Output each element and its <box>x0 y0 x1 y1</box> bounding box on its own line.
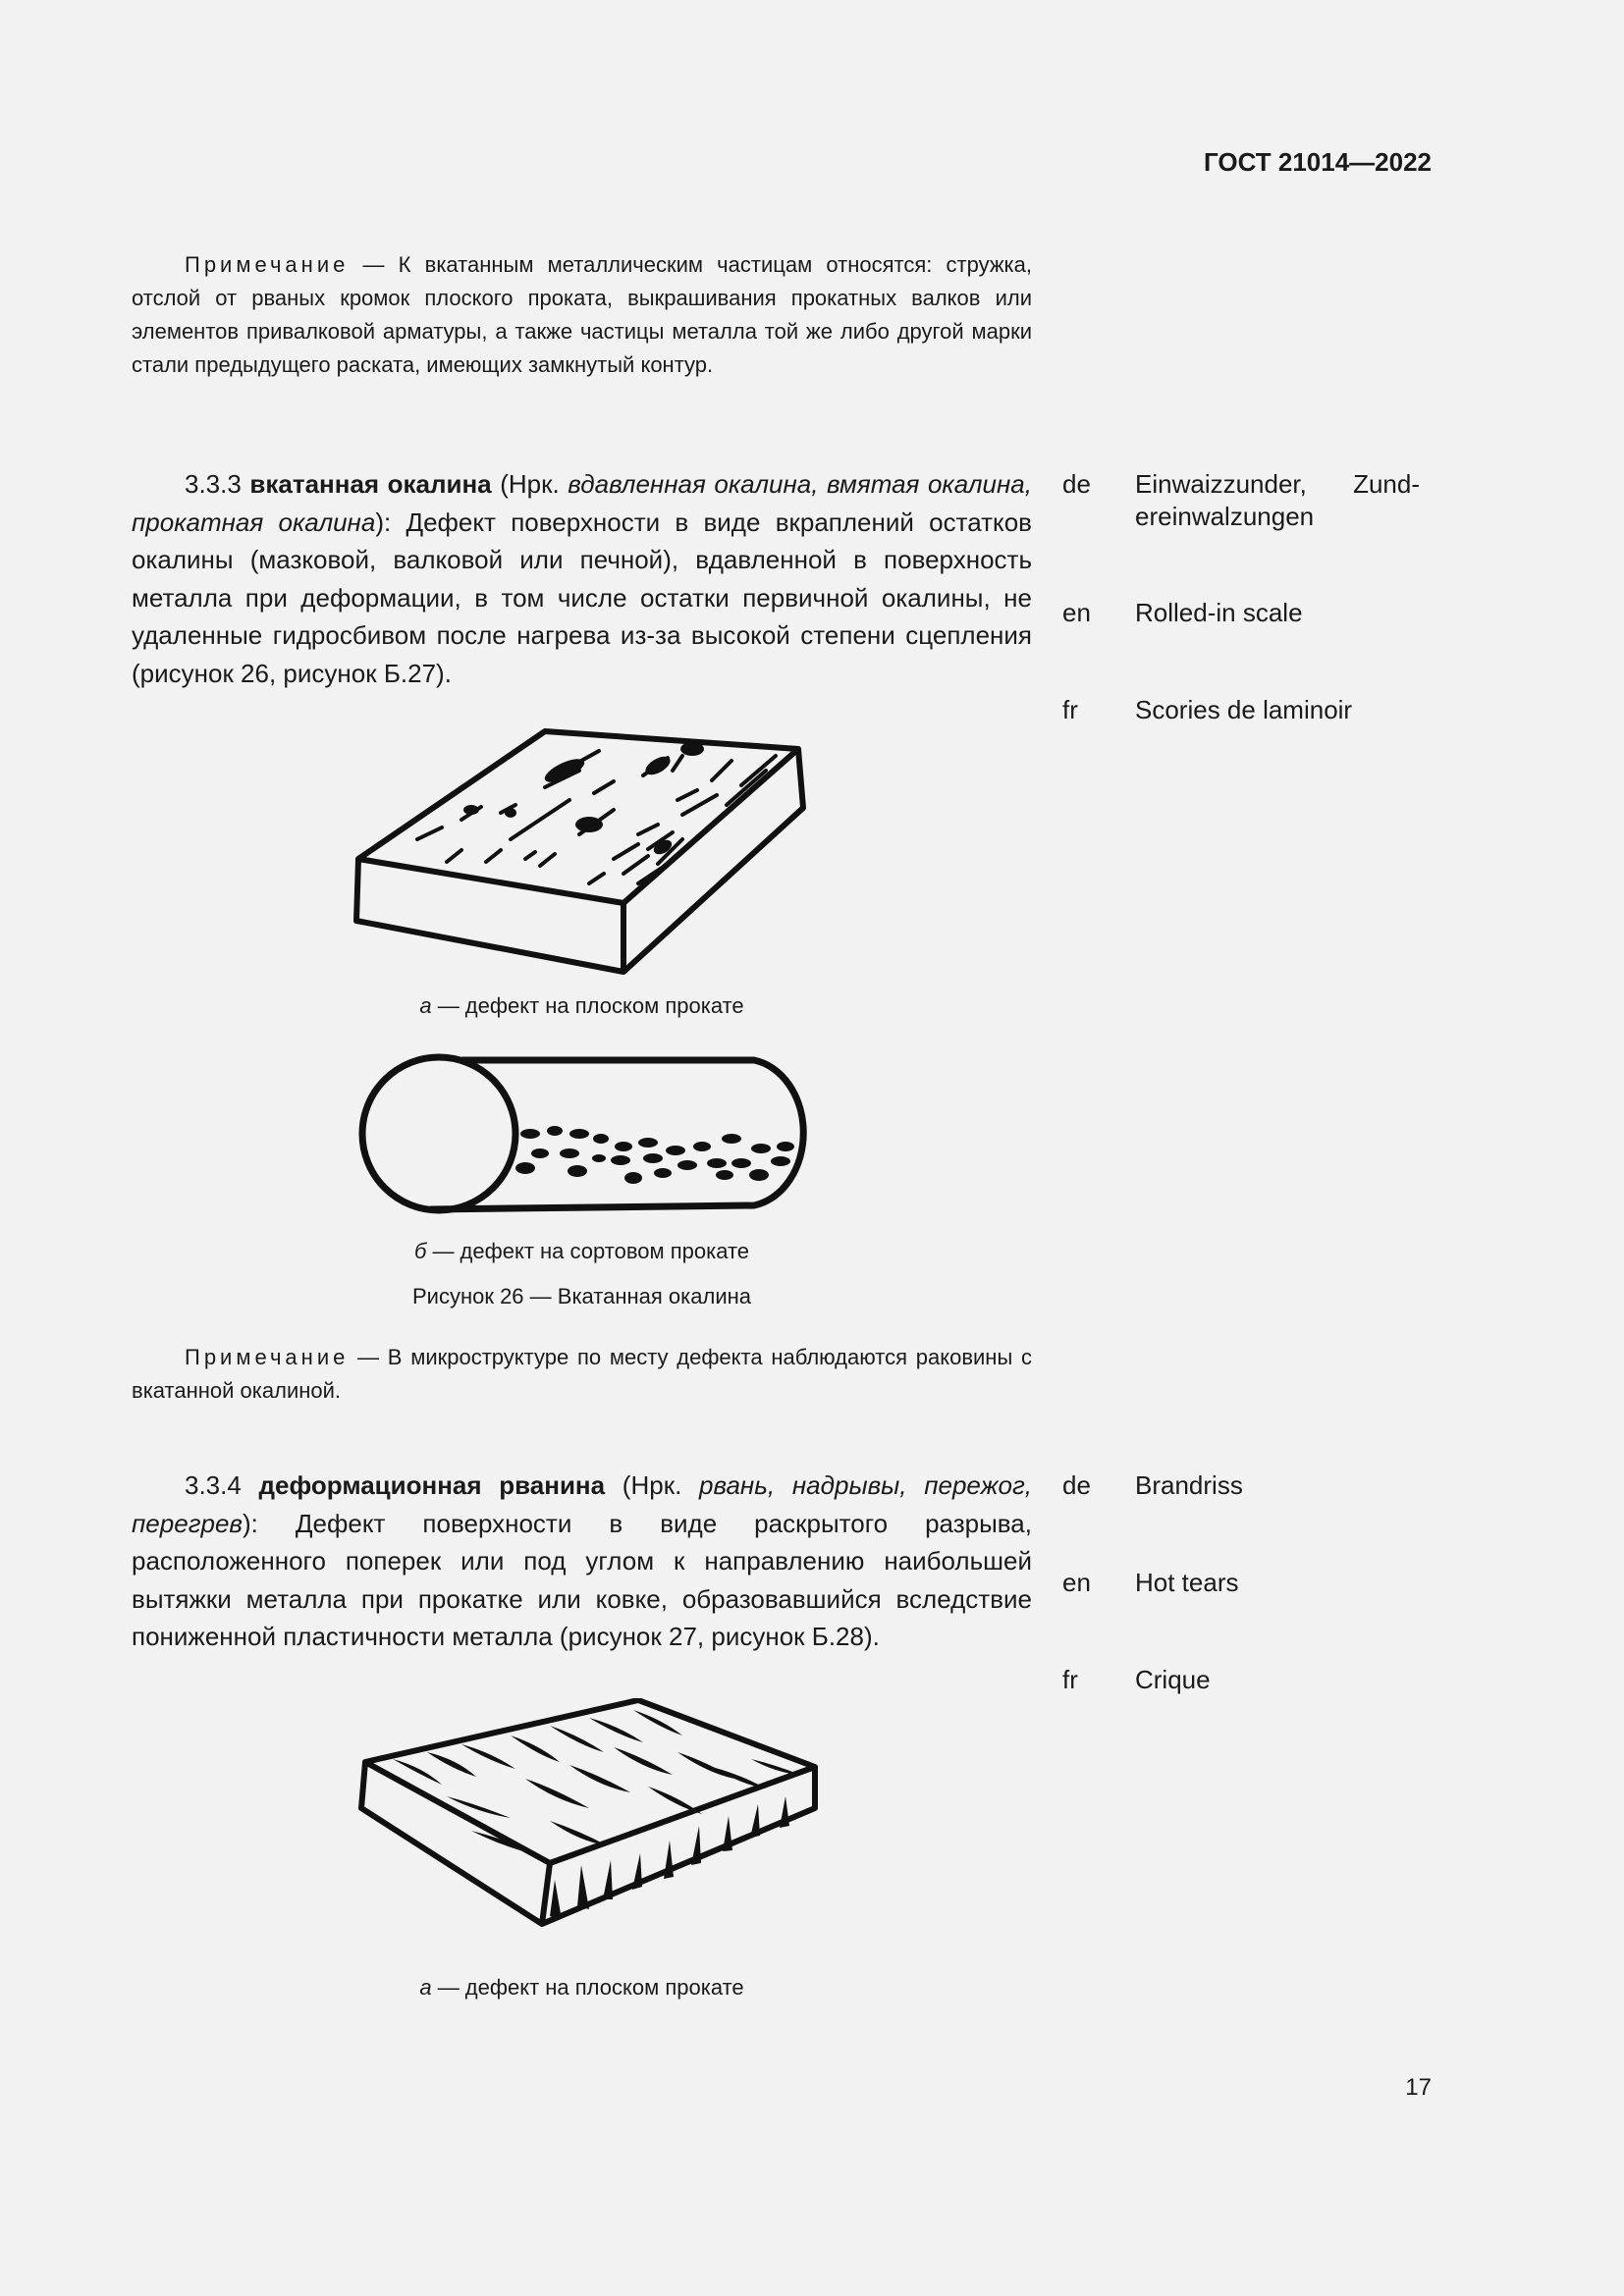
translation-de <box>1062 1469 1420 1502</box>
term-number: 3.3.4 <box>185 1470 259 1500</box>
term-3-3-3 <box>132 465 1032 692</box>
term-synonyms: рвань, надрывы, пережог, перегрев <box>132 1470 1032 1538</box>
lang-value: Brandriss <box>1135 1470 1243 1500</box>
note-2 <box>132 1341 1032 1408</box>
translation-fr <box>1062 694 1420 726</box>
term-name: деформационная рванина <box>258 1470 606 1500</box>
lang-code: en <box>1062 1568 1091 1597</box>
term-3-3-4 <box>132 1467 1032 1656</box>
figure-26a-flat-slab-illustration <box>344 717 815 982</box>
translation-fr <box>1062 1664 1420 1696</box>
term-number: 3.3.3 <box>185 469 250 499</box>
caption-letter: б <box>413 1239 427 1263</box>
figure-26-title: Рисунок 26 — Вкатанная окалина <box>411 1284 752 1308</box>
term-definition: ): Дефект поверхности в виде вкраплений остатков окалины (мазковой, валковой или печной), вдавленной в поверхность металла при деформации, в том числе остатки первичной окалины, не удаленные гидросбивом после нагрева из-за высокой степени сцепления (рисунок 26, рисунок Б.27). <box>132 507 1032 688</box>
translation-en <box>1062 597 1420 629</box>
term-synonyms: вдавленная окалина, вмятая окалина, прокатная окалина <box>132 469 1032 537</box>
translation-en <box>1062 1567 1420 1599</box>
lang-code: de <box>1062 1470 1091 1500</box>
note-text: — В микроструктуре по месту дефекта наблюдаются раковины с вкатанной окалиной. <box>132 1345 1032 1403</box>
translation-de <box>1062 468 1420 533</box>
lang-code: fr <box>1062 695 1078 724</box>
figure-27a-flat-slab-hot-tears-illustration <box>353 1698 825 1934</box>
figure-26a-caption <box>132 993 1032 1019</box>
caption-letter: а <box>419 1975 432 2000</box>
figure-27a-caption <box>132 1975 1032 2001</box>
figure-26b-caption <box>132 1239 1032 1264</box>
caption-text: — дефект на сортовом прокате <box>426 1239 750 1263</box>
lang-value: Hot tears <box>1135 1568 1239 1597</box>
caption-text: — дефект на плоском прокате <box>431 1975 744 2000</box>
figure-26b-round-bar-illustration <box>344 1041 815 1227</box>
term-name: вкатанная окалина <box>249 469 492 499</box>
lang-code: en <box>1062 598 1091 627</box>
note-label: Примечание <box>185 252 350 277</box>
page-number: 17 <box>1405 2074 1432 2101</box>
lang-code: de <box>1062 469 1091 499</box>
note-1 <box>132 248 1032 382</box>
caption-letter: а <box>419 993 432 1018</box>
lang-value: Crique <box>1135 1665 1211 1694</box>
nrk-label: (Нрк. <box>605 1470 700 1500</box>
lang-value: Einwaizzunder, Zund-ereinwalzungen <box>1135 469 1420 531</box>
lang-value: Scories de laminoir <box>1135 695 1353 724</box>
nrk-label: (Нрк. <box>491 469 568 499</box>
lang-code: fr <box>1062 1665 1078 1694</box>
document-code: ГОСТ 21014—2022 <box>1204 147 1432 177</box>
caption-text: — дефект на плоском прокате <box>431 993 744 1018</box>
note-text: — К вкатанным металлическим частицам относятся: стружка, отслой от рваных кромок плоского проката, выкрашивания прокатных валков или элементов привалковой арматуры, а также частицы металла той же либо другой марки стали предыдущего раската, имеющих замкнутый контур. <box>132 252 1032 377</box>
lang-value: Rolled-in scale <box>1135 598 1303 627</box>
term-definition: ): Дефект поверхности в виде раскрытого разрыва, расположенного поперек или под углом к направлению наибольшей вытяжки металла при прокатке или ковке, образовавшийся вследствие пониженной пластичности металла (рисунок 27, рисунок Б.28). <box>132 1508 1032 1651</box>
note-label: Примечание <box>185 1345 350 1369</box>
